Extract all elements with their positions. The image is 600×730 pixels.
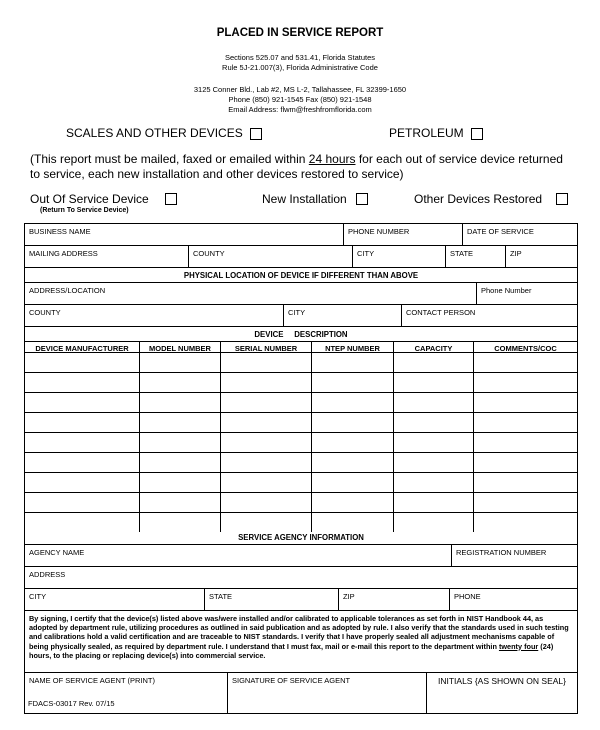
phone-number-2-label: Phone Number: [481, 286, 532, 295]
device-table-cell[interactable]: [312, 353, 394, 372]
device-table-cell[interactable]: [140, 493, 221, 512]
device-table-row: [25, 393, 577, 413]
service-agency-header: SERVICE AGENCY INFORMATION: [238, 533, 364, 542]
initials-field[interactable]: [427, 673, 577, 713]
city-field[interactable]: [353, 246, 446, 267]
registration-number-field[interactable]: [452, 545, 577, 566]
petroleum-label: PETROLEUM: [389, 126, 464, 140]
device-table-cell[interactable]: [312, 453, 394, 472]
device-table-cell[interactable]: [394, 513, 474, 532]
device-table-cell[interactable]: [312, 433, 394, 452]
device-table-cell[interactable]: [140, 453, 221, 472]
device-description-header: DEVICE DESCRIPTION: [254, 330, 348, 339]
email-address: Email Address: flwm@freshfromflorida.com: [228, 105, 372, 114]
device-table-cell[interactable]: [312, 513, 394, 532]
device-table-cell[interactable]: [25, 413, 140, 432]
office-address: 3125 Conner Bld., Lab #2, MS L-2, Tallahassee, FL 32399-1650: [193, 85, 407, 94]
device-table-cell[interactable]: [394, 413, 474, 432]
phone-number-2-field[interactable]: [477, 283, 577, 304]
agency-header-row: [25, 532, 577, 545]
device-table-cell[interactable]: [140, 433, 221, 452]
agency-name-row: [25, 545, 577, 567]
device-table-cell[interactable]: [140, 513, 221, 532]
out-of-service-checkbox[interactable]: [165, 193, 177, 205]
device-table-cell[interactable]: [221, 373, 312, 392]
device-table-cell[interactable]: [140, 393, 221, 412]
phone-number-field[interactable]: [344, 224, 463, 245]
device-table-cell[interactable]: [25, 453, 140, 472]
device-table-cell[interactable]: [474, 433, 577, 452]
state-field[interactable]: [446, 246, 506, 267]
device-description-row: [25, 327, 577, 342]
registration-number-label: REGISTRATION NUMBER: [456, 548, 547, 557]
certification-deadline: twenty four: [498, 641, 539, 651]
agency-address-field[interactable]: [25, 567, 577, 588]
agency-city-field[interactable]: [25, 589, 205, 610]
address-location-field[interactable]: [25, 283, 477, 304]
agent-signature-label: SIGNATURE OF SERVICE AGENT: [232, 676, 351, 685]
device-table-cell[interactable]: [221, 433, 312, 452]
county-label: COUNTY: [193, 249, 225, 258]
date-of-service-field[interactable]: [463, 224, 577, 245]
mailing-address-label: MAILING ADDRESS: [29, 249, 98, 258]
phone-number-label: PHONE NUMBER: [348, 227, 410, 236]
new-installation-checkbox[interactable]: [356, 193, 368, 205]
col-device-manufacturer: DEVICE MANUFACTURER: [25, 342, 140, 352]
agency-city-row: [25, 589, 577, 611]
contact-person-label: CONTACT PERSON: [406, 308, 476, 317]
device-column-headers: [25, 342, 577, 353]
device-table-cell[interactable]: [221, 353, 312, 372]
business-name-field[interactable]: [25, 224, 344, 245]
device-table-row: [25, 493, 577, 513]
device-table-cell[interactable]: [221, 493, 312, 512]
certification-row: [25, 611, 577, 673]
agency-phone-label: PHONE: [454, 592, 481, 601]
device-table-cell[interactable]: [474, 413, 577, 432]
device-table-cell[interactable]: [312, 373, 394, 392]
agent-signature-field[interactable]: [228, 673, 427, 713]
agency-zip-field[interactable]: [339, 589, 450, 610]
devices-restored-checkbox[interactable]: [556, 193, 568, 205]
contact-person-field[interactable]: [402, 305, 577, 326]
col-capacity: CAPACITY: [394, 342, 474, 352]
date-of-service-label: DATE OF SERVICE: [467, 227, 534, 236]
col-serial-number: SERIAL NUMBER: [221, 342, 312, 352]
form-number: FDACS-03017 Rev. 07/15: [28, 699, 115, 708]
device-table-row: [25, 413, 577, 433]
mailing-address-field[interactable]: [25, 246, 189, 267]
device-table-cell[interactable]: [140, 353, 221, 372]
city-2-field[interactable]: [284, 305, 402, 326]
device-table-row: [25, 473, 577, 493]
device-table-cell[interactable]: [474, 493, 577, 512]
business-row: [25, 224, 577, 246]
address-location-row: [25, 283, 577, 305]
notice-deadline: 24 hours: [308, 152, 356, 166]
rule: Rule 5J-21.007(3), Florida Administrative Code: [222, 63, 378, 72]
device-table-cell[interactable]: [474, 473, 577, 492]
device-table-cell[interactable]: [394, 493, 474, 512]
certification-statement: [25, 611, 577, 672]
device-table-cell[interactable]: [312, 493, 394, 512]
col-comments-coc: COMMENTS/COC: [494, 344, 557, 353]
out-of-service-label: Out Of Service Device: [30, 192, 149, 206]
mailing-row: [25, 246, 577, 268]
county-2-label: COUNTY: [29, 308, 61, 317]
device-table-cell[interactable]: [394, 473, 474, 492]
city-label: CITY: [357, 249, 375, 258]
device-table-cell[interactable]: [312, 473, 394, 492]
page-title: PLACED IN SERVICE REPORT: [216, 27, 384, 39]
device-table-cell[interactable]: [394, 393, 474, 412]
return-note: (Return To Service Device): [40, 207, 129, 214]
petroleum-checkbox[interactable]: [471, 128, 483, 140]
device-table-cell[interactable]: [25, 373, 140, 392]
business-name-label: BUSINESS NAME: [29, 227, 91, 236]
agency-name-label: AGENCY NAME: [29, 548, 85, 557]
device-table-cell[interactable]: [474, 453, 577, 472]
agency-city-label: CITY: [29, 592, 47, 601]
device-table-cell[interactable]: [394, 353, 474, 372]
device-table-cell[interactable]: [474, 353, 577, 372]
agency-state-label: STATE: [209, 592, 233, 601]
device-table-cell[interactable]: [474, 373, 577, 392]
device-table-cell[interactable]: [394, 373, 474, 392]
county-2-field[interactable]: [25, 305, 284, 326]
statutes: Sections 525.07 and 531.41, Florida Statutes: [224, 53, 376, 62]
mailing-notice: [30, 152, 575, 182]
col-model-number: MODEL NUMBER: [140, 342, 221, 352]
device-rows: [25, 353, 577, 532]
agency-zip-label: ZIP: [343, 592, 355, 601]
city-2-label: CITY: [288, 308, 306, 317]
agency-address-label: ADDRESS: [29, 570, 66, 579]
devices-restored-label: Other Devices Restored: [414, 192, 543, 206]
device-table-cell[interactable]: [221, 413, 312, 432]
device-table-cell[interactable]: [474, 393, 577, 412]
state-label: STATE: [450, 249, 474, 258]
device-table-cell[interactable]: [25, 473, 140, 492]
phone-fax: Phone (850) 921-1545 Fax (850) 921-1548: [228, 95, 372, 104]
device-table-cell[interactable]: [140, 473, 221, 492]
device-table-cell[interactable]: [140, 373, 221, 392]
scales-label: SCALES AND OTHER DEVICES: [66, 126, 243, 140]
device-table-cell[interactable]: [25, 433, 140, 452]
device-table-row: [25, 353, 577, 373]
zip-label: ZIP: [510, 249, 522, 258]
certification-text: By signing, I certify that the device(s) listed above was/were installed and/or calibrated to applicable tolerances as set forth in NIST Handbook 44, as adopted by department rule, utilizing procedures as outlined in said publication and as adopted by rule. I also verify that the standards used in such testing and calibrations hold a valid certification and are traceable to NIST standards. I verify that I have properly sealed all adjustment mechanisms capable of being physically sealed, as required by department rule. I understand that I must fax, mail or e-mail this report to the department within: [29, 614, 569, 651]
device-table-cell[interactable]: [474, 513, 577, 532]
agency-state-field[interactable]: [205, 589, 339, 610]
report-form: [24, 223, 578, 714]
county-field[interactable]: [189, 246, 353, 267]
device-table-cell[interactable]: [312, 393, 394, 412]
new-installation-label: New Installation: [262, 192, 347, 206]
device-table-cell[interactable]: [221, 453, 312, 472]
scales-checkbox[interactable]: [250, 128, 262, 140]
device-table-row: [25, 433, 577, 453]
device-table-cell[interactable]: [140, 413, 221, 432]
zip-field[interactable]: [506, 246, 577, 267]
agency-address-row: [25, 567, 577, 589]
physical-location-header: PHYSICAL LOCATION OF DEVICE IF DIFFERENT THAN ABOVE: [183, 271, 419, 280]
physical-location-row: [25, 268, 577, 283]
device-table-cell[interactable]: [312, 413, 394, 432]
notice-text-end: for each out of service device returned to service, each new installation and other devices restored to service): [30, 152, 563, 181]
device-table-cell[interactable]: [25, 513, 140, 532]
agency-phone-field[interactable]: [450, 589, 577, 610]
agent-name-label: NAME OF SERVICE AGENT (PRINT): [29, 676, 155, 685]
notice-text: (This report must be mailed, faxed or emailed within: [30, 152, 309, 166]
device-table-row: [25, 373, 577, 393]
device-table-cell[interactable]: [25, 493, 140, 512]
device-table-row: [25, 453, 577, 473]
initials-label: INITIALS {AS SHOWN ON SEAL}: [437, 676, 566, 686]
device-table-cell[interactable]: [25, 393, 140, 412]
device-table-cell[interactable]: [221, 473, 312, 492]
device-table-cell[interactable]: [394, 453, 474, 472]
scales-category: [66, 126, 243, 140]
county-city-row: [25, 305, 577, 327]
device-table-row: [25, 513, 577, 532]
agency-name-field[interactable]: [25, 545, 452, 566]
col-ntep-number: NTEP NUMBER: [312, 342, 394, 352]
address-location-label: ADDRESS/LOCATION: [29, 286, 106, 295]
device-table-cell[interactable]: [394, 433, 474, 452]
certification-text-end: (24) hours, to the placing or replacing device(s) into commercial service.: [29, 641, 554, 660]
device-table-cell[interactable]: [25, 353, 140, 372]
device-table-cell[interactable]: [221, 513, 312, 532]
device-table-cell[interactable]: [221, 393, 312, 412]
